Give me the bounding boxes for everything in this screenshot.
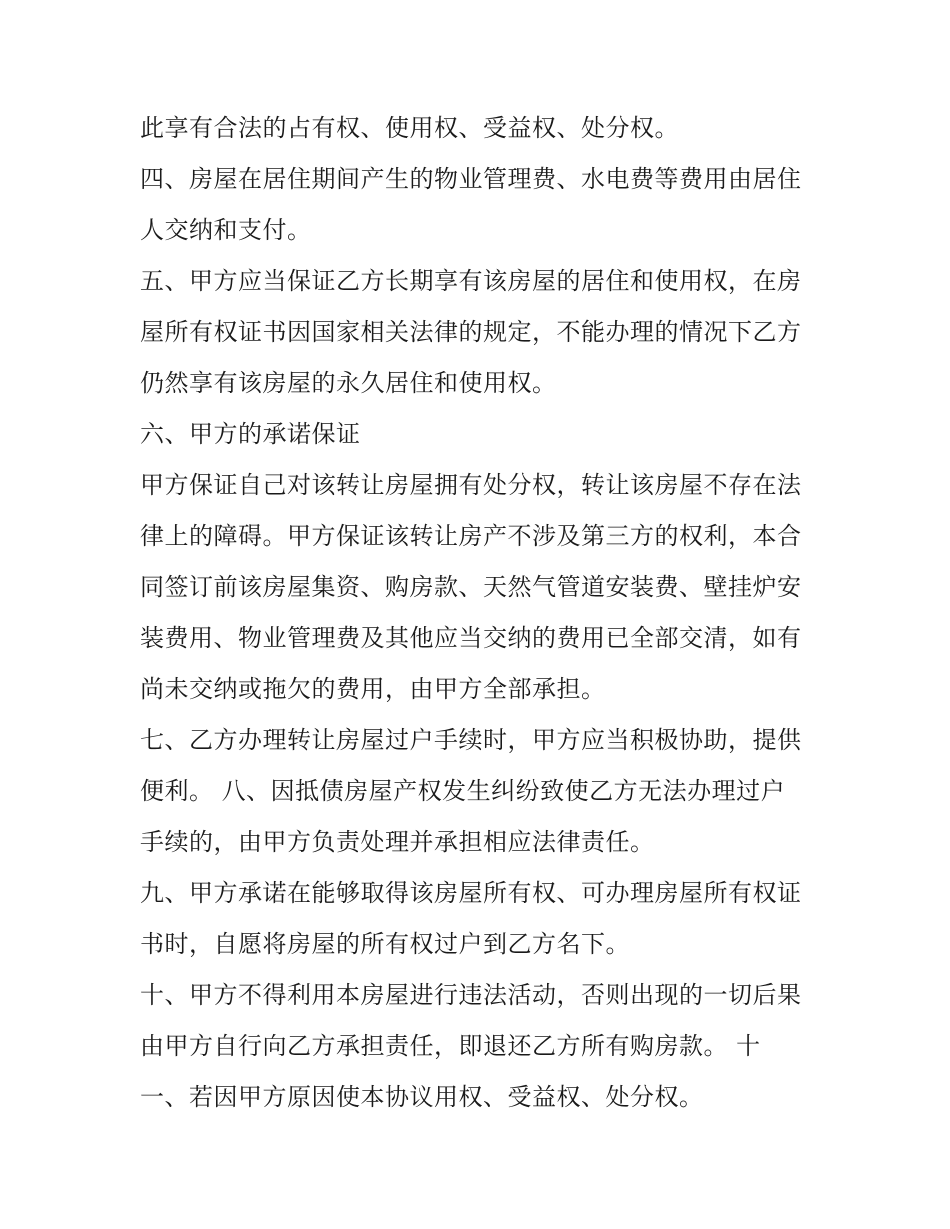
text-line: 六、甲方的承诺保证 xyxy=(140,420,361,448)
text-line: 十、甲方不得利用本房屋进行违法活动，否则出现的一切后果 xyxy=(140,981,802,1009)
text-line: 装费用、物业管理费及其他应当交纳的费用已全部交清，如有 xyxy=(140,624,802,652)
text-line: 甲方保证自己对该转让房屋拥有处分权，转让该房屋不存在法 xyxy=(140,471,802,499)
document-body xyxy=(140,103,830,1123)
text-line: 四、房屋在居住期间产生的物业管理费、水电费等费用由居住 xyxy=(140,165,802,193)
text-line: 书时，自愿将房屋的所有权过户到乙方名下。 xyxy=(140,930,630,958)
text-line: 一、若因甲方原因使本协议用权、受益权、处分权。 xyxy=(140,1083,704,1111)
text-line: 同签订前该房屋集资、购房款、天然气管道安装费、壁挂炉安 xyxy=(140,573,802,601)
text-line: 便利。 八、因抵债房屋产权发生纠纷致使乙方无法办理过户 xyxy=(140,777,786,805)
text-line: 五、甲方应当保证乙方长期享有该房屋的居住和使用权，在房 xyxy=(140,267,802,295)
text-line: 仍然享有该房屋的永久居住和使用权。 xyxy=(140,369,557,397)
text-line: 九、甲方承诺在能够取得该房屋所有权、可办理房屋所有权证 xyxy=(140,879,802,907)
text-line: 此享有合法的占有权、使用权、受益权、处分权。 xyxy=(140,114,679,142)
text-line: 七、乙方办理转让房屋过户手续时，甲方应当积极协助，提供 xyxy=(140,726,802,754)
text-line: 由甲方自行向乙方承担责任，即退还乙方所有购房款。 十 xyxy=(140,1032,761,1060)
text-line: 人交纳和支付。 xyxy=(140,216,312,244)
text-line: 屋所有权证书因国家相关法律的规定，不能办理的情况下乙方 xyxy=(140,318,802,346)
text-line: 律上的障碍。甲方保证该转让房产不涉及第三方的权利，本合 xyxy=(140,522,802,550)
text-line: 尚未交纳或拖欠的费用，由甲方全部承担。 xyxy=(140,675,606,703)
text-line: 手续的，由甲方负责处理并承担相应法律责任。 xyxy=(140,828,655,856)
